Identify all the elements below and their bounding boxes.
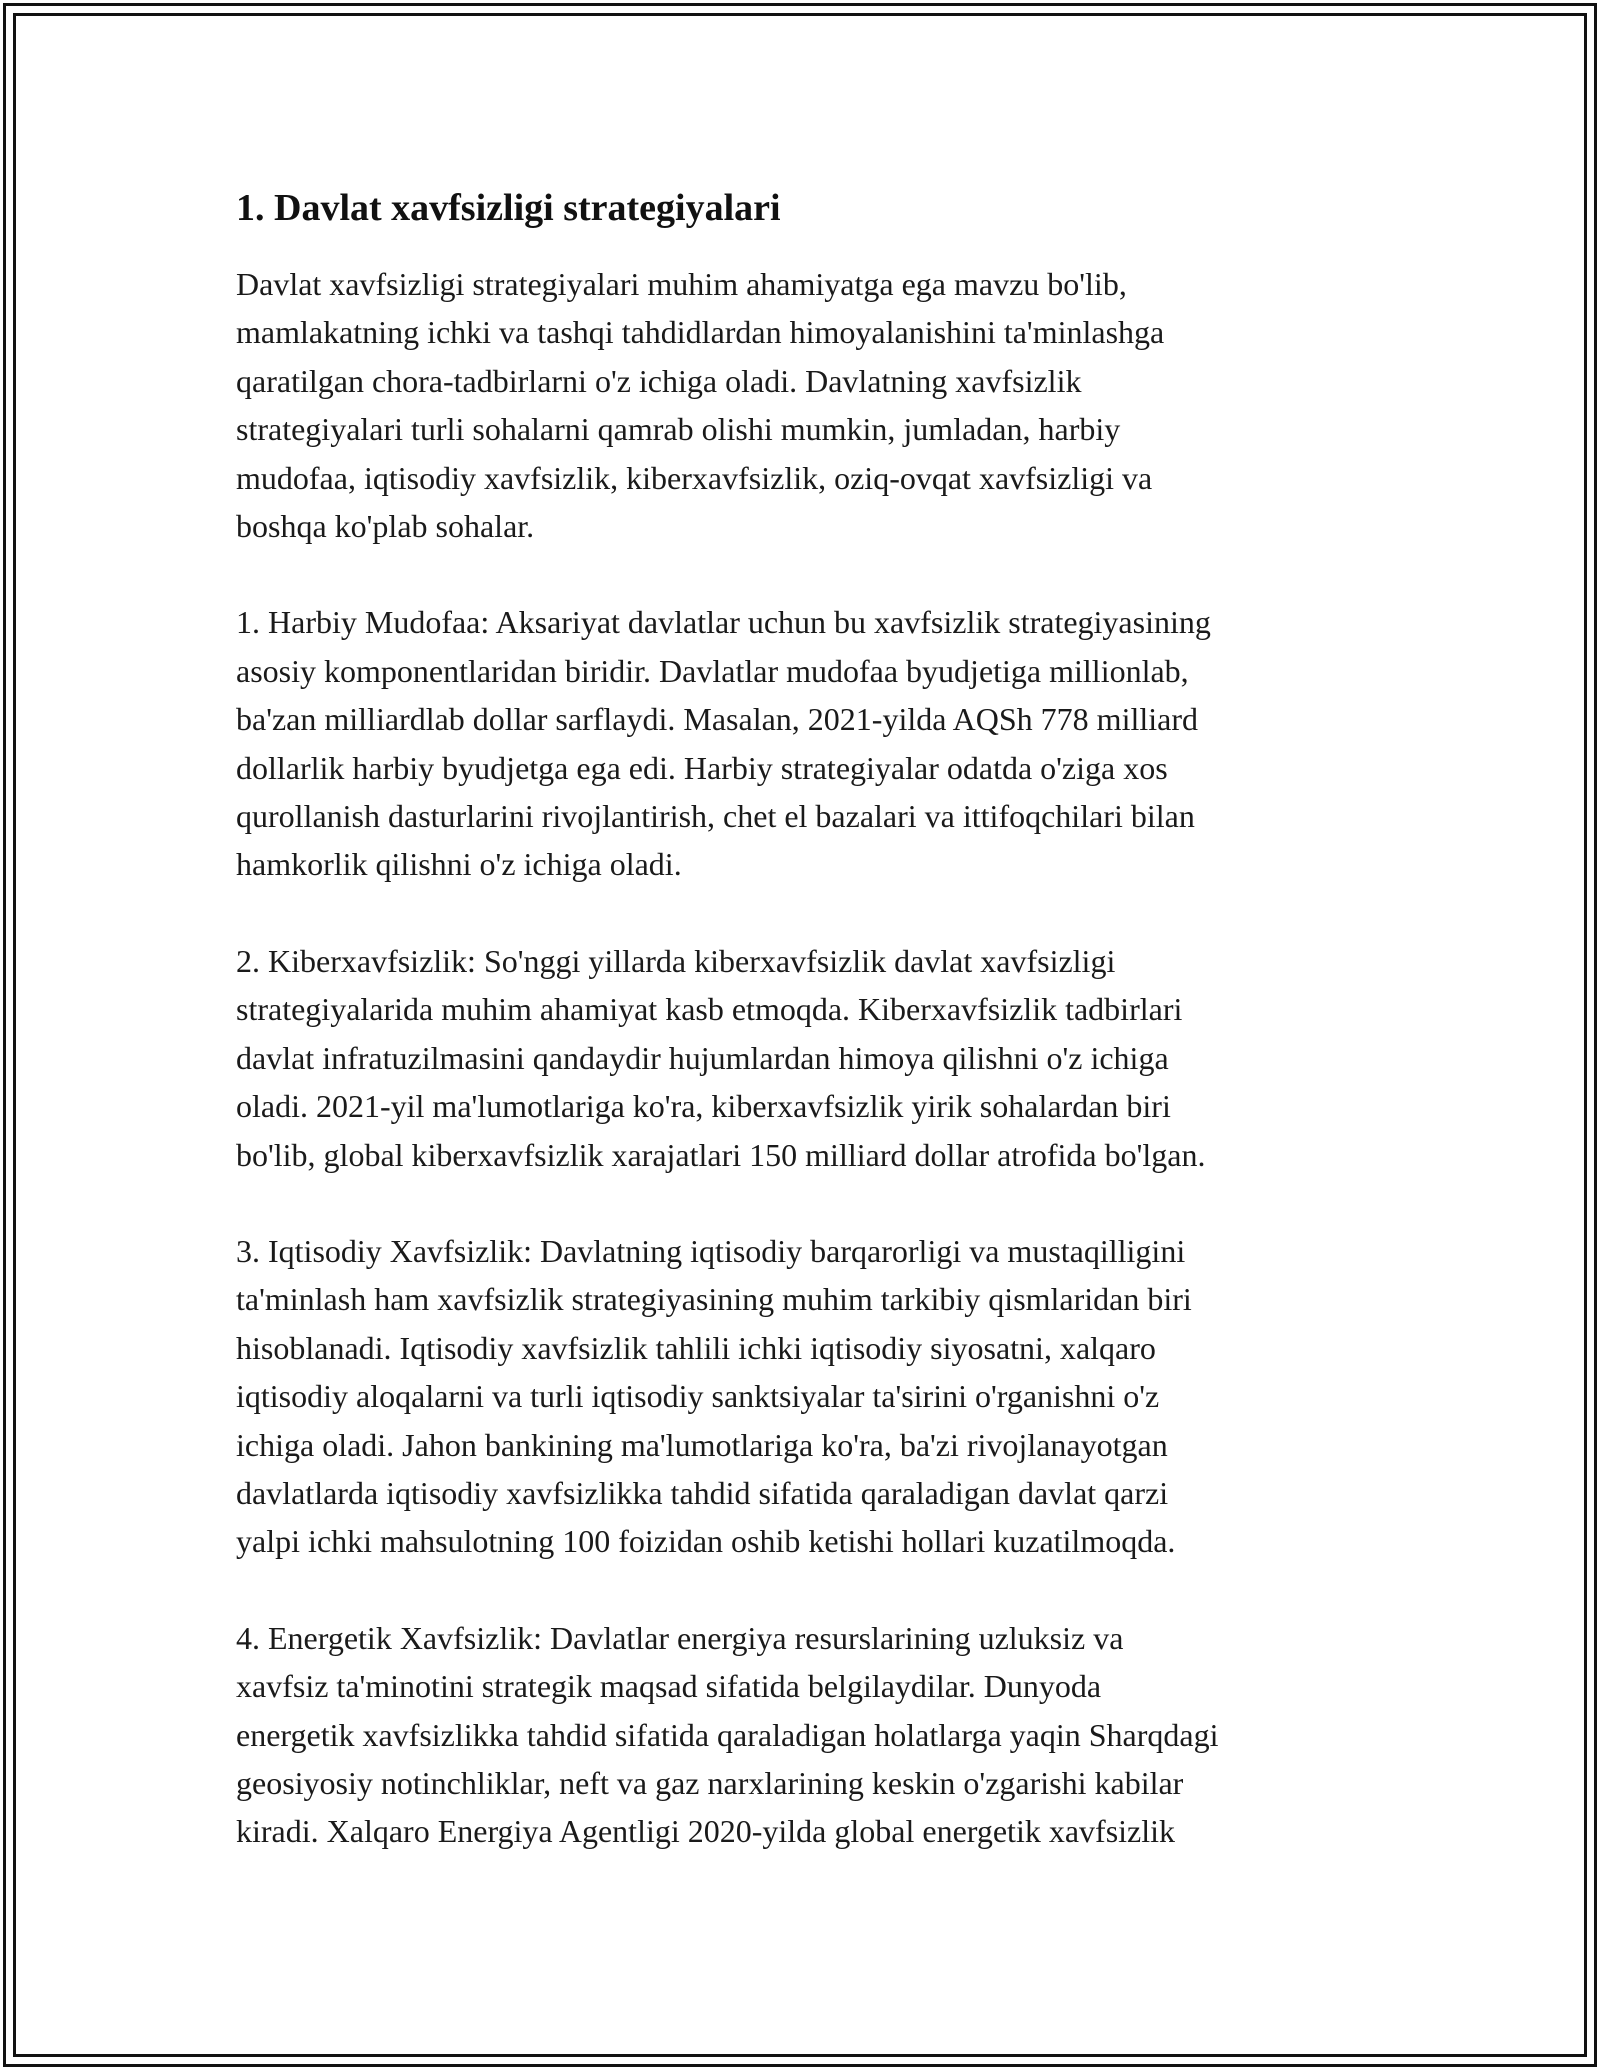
paragraph-economic-security: 3. Iqtisodiy Xavfsizlik: Davlatning iqtisodiy barqarorligi va mustaqilligini ta'minlash ham xavfsizlik strategiyasining muhim tarkibiy qismlaridan biri hisoblanadi. Iqtisodiy xavfsizlik tahlili ichki iqtisodiy siyosatni, xalqaro iqtisodiy aloqalarni va turli iqtisodiy sanktsiyalar ta'sirini o'rganishni o'z ichiga oladi. Jahon bankining ma'lumotlariga ko'ra, ba'zi rivojlanayotgan davlatlarda iqtisodiy xavfsizlikka tahdid sifatida qaraladigan davlat qarzi yalpi ichki mahsulotning 100 foizidan oshib ketishi hollari kuzatilmoqda. [236, 1232, 1192, 1560]
paragraph-military-defense: 1. Harbiy Mudofaa: Aksariyat davlatlar uchun bu xavfsizlik strategiyasining asosiy komponentlaridan biridir. Davlatlar mudofaa byudjetiga millionlab, ba'zan milliardlab dollar sarflaydi. Masalan, 2021-yilda AQSh 778 milliard dollarlik harbiy byudjetga ega edi. Harbiy strategiyalar odatda o'ziga xos qurollanish dasturlarini rivojlantirish, chet el bazalari va ittifoqchilari bilan hamkorlik qilishni o'z ichiga oladi. [236, 604, 1211, 883]
section-heading: 1. Davlat xavfsizligi strategiyalari [236, 187, 781, 229]
paragraph-cybersecurity: 2. Kiberxavfsizlik: So'nggi yillarda kiberxavfsizlik davlat xavfsizligi strategiyalarida muhim ahamiyat kasb etmoqda. Kiberxavfsizlik tadbirlari davlat infratuzilmasini qandaydir hujumlardan himoya qilishni o'z ichiga oladi. 2021-yil ma'lumotlariga ko'ra, kiberxavfsizlik yirik sohalardan biri bo'lib, global kiberxavfsizlik xarajatlari 150 milliard dollar atrofida bo'lgan. [236, 942, 1206, 1173]
intro-paragraph: Davlat xavfsizligi strategiyalari muhim ahamiyatga ega mavzu bo'lib, mamlakatning ichki va tashqi tahdidlardan himoyalanishini ta'minlashga qaratilgan chora-tadbirlarni o'z ichiga oladi. Davlatning xavfsizlik strategiyalari turli sohalarni qamrab olishi mumkin, jumladan, harbiy mudofaa, iqtisodiy xavfsizlik, kiberxavfsizlik, oziq-ovqat xavfsizligi va boshqa ko'plab sohalar. [236, 266, 1165, 545]
document-body [236, 184, 1386, 1904]
paragraph-energy-security: 4. Energetik Xavfsizlik: Davlatlar energiya resurslarining uzluksiz va xavfsiz ta'minotini strategik maqsad sifatida belgilaydilar. Dunyoda energetik xavfsizlikka tahdid sifatida qaraladigan holatlarga yaqin Sharqdagi geosiyosiy notinchliklar, neft va gaz narxlarining keskin o'zgarishi kabilar kiradi. Xalqaro Energiya Agentligi 2020-yilda global energetik xavfsizlik [236, 1619, 1219, 1850]
